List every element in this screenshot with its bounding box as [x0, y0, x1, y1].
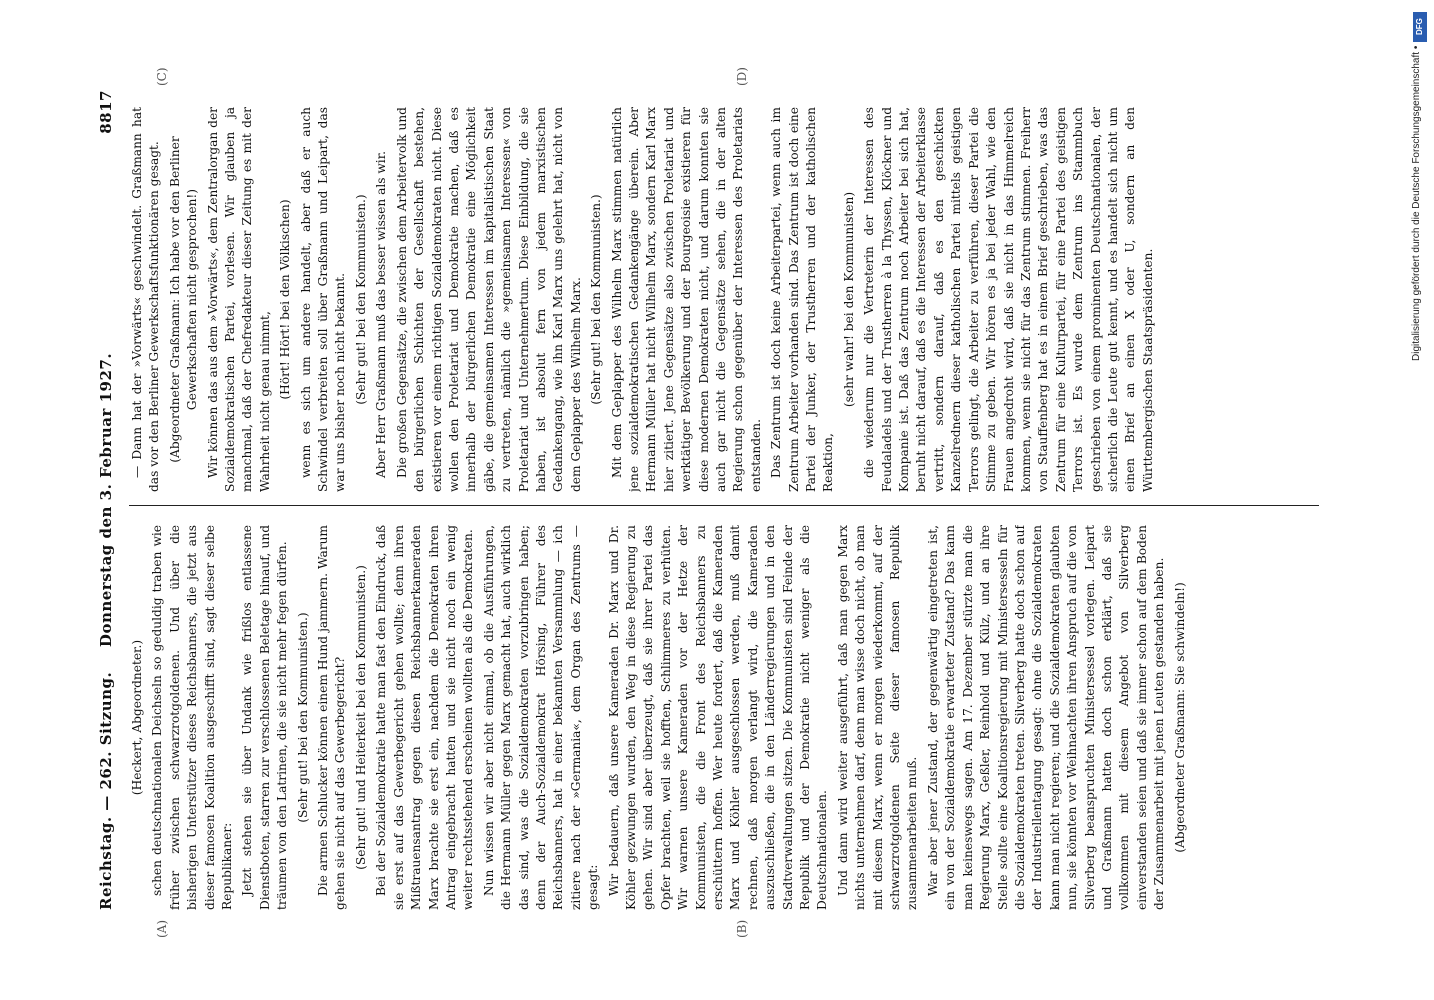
digitization-credit: Digitalisierung gefördert durch die Deutsche Forschungsgemeinschaft •	[1411, 46, 1422, 362]
paragraph: (Sehr gut! und Heiterkeit bei den Kommunisten.)	[353, 565, 368, 870]
rotated-page-content	[95, 67, 1335, 938]
paragraph: Nun wissen wir aber nicht einmal, ob die Ausführungen, die Hermann Müller gegen Marx gemacht hat, auch wirklich das sind, was die Sozialdemokraten vorzubringen haben; denn der Auch-Sozialdemokrat Hörsing, Führer des Reichsbanners, hat in einer bekannten Versammlung — ich zitiere nach der »Germania«, dem Organ des Zentrums — gesagt:	[481, 525, 601, 910]
column-divider	[129, 505, 1319, 506]
paragraph: Jetzt stehen sie über Undank wie frißlos entlassene Dienstboten, starren zur verschlossenen Beletage hinauf, und träumen von den Latrinen, die sie nicht mehr fegen dürfen.	[240, 525, 290, 910]
paragraph: Das Zentrum ist doch keine Arbeiterpartei, wenn auch im Zentrum Arbeiter vorhanden sind. Das Zentrum ist doch eine Partei der Junker, der Trustherren und der katholischen Reaktion,	[769, 107, 836, 492]
page-header	[95, 90, 121, 910]
margin-mark-d: (D)	[735, 67, 749, 86]
page-number: 8817	[97, 90, 115, 134]
paragraph: War aber jener Zustand, der gegenwärtig eingetreten ist, ein von der Sozialdemokratie erwarteter Zustand? Das kann man keineswegs sagen. Am 17. Dezember stürzte man die Regierung Marx, Geßler, Reinhold und Külz, und an ihre Stelle sollte eine Koalitionsregierung mit Ministersesseln für die Sozialdemokraten treten. Silverberg hatte doch schon auf der Industriellentagung gesagt: ohne die Sozialdemokraten kann man nicht regieren; und die Sozialdemokraten glaubten nun, sie könnten vor Weihnachten ihren Anspruch auf die von Silverberg beanspruchten Ministersessel vorlegen. Leipart und Graßmann hatten doch schon erklärt, daß sie vollkommen mit diesem Angebot von Silverberg einverstanden seien und daß sie immer schon auf dem Boden der Zusammenarbeit mit jenen Leuten gestanden haben.	[925, 525, 1167, 910]
paragraph: Und dann wird weiter ausgeführt, daß man gegen Marx nichts unternehmen darf, denn man wisse doch nicht, ob man mit diesem Marx, wenn er morgen wiederkommt, auf der schwarzrotgoldenen Seite dieser famosen Republik zusammenarbeiten muß.	[835, 525, 920, 910]
digitization-sidebar	[1406, 8, 1432, 998]
paragraph: (Heckert, Abgeordneter.)	[130, 639, 144, 796]
paragraph: (Abgeordneter Graßmann: Sie schwindeln!)	[1172, 582, 1187, 853]
paragraph: schen deutschnationalen Deichseln so geduldig traben wie früher zwischen schwarzrotgoldenen. Und über die bisherigen Unterstützer dieses Reichsbanners, die jetzt aus dieser famosen Koalition ausgeschifft sind, sagt dieser selbe Republikaner:	[150, 525, 235, 910]
right-column	[129, 107, 1329, 492]
left-column	[129, 525, 1329, 910]
paragraph: (Hört! Hört! bei den Völkischen)	[278, 199, 293, 400]
margin-mark-c: (C)	[155, 67, 169, 86]
paragraph: (Sehr gut! bei den Kommunisten.)	[295, 612, 310, 823]
header-left: Reichstag. — 262. Sitzung.	[97, 671, 115, 910]
paragraph: Die großen Gegensätze, die zwischen dem Arbeitervolk und den bürgerlichen Schichten der Gesellschaft bestehen, existieren vor einem richtigen Sozialdemokraten nicht. Diese wollen den Proletariat und Demokratie machen, daß es innerhalb der bürgerlichen Demokratie eine Möglichkeit gäbe, die gemeinsamen Interessen im kapitalistischen Staat zu vertreten, nämlich die »gemeinsamen Interessen« von Proletariat und Unternehmertum. Diese Einbildung, die sie haben, ist absolut fern von jedem marxistischen Gedankengang, wie ihn Karl Marx uns gelehrt hat, nicht von dem Geplapper des Wilhelm Marx.	[394, 107, 583, 492]
paragraph: Aber Herr Graßmann muß das besser wissen als wir.	[374, 150, 389, 478]
paragraph: die wiederum nur die Vertreterin der Interessen des Feudaladels und der Trustherren à la Thyssen, Klöckner und Kompanie ist. Daß das Zentrum noch Arbeiter bei sich hat, beruht nicht darauf, daß es die Interessen der Arbeiterklasse vertritt, sondern darauf, daß es den geschickten Kanzelrednern dieser katholischen Partei mittels geistigen Terrors gelingt, die Arbeiter zu verführen, dieser Partei die Stimme zu geben. Wir hören es ja bei jeder Wahl, wie den Frauen angedroht wird, daß sie nicht in das Himmelreich kommen, wenn sie nicht für das Zentrum stimmen. Freiherr von Stauffenberg hat es in einem Brief geschrieben, was das Zentrum für eine Kulturpartei, für eine Partei des geistigen Terrors ist. Es wurde dem Zentrum ins Stammbuch geschrieben von einem prominenten Deutschnationalen, der sicherlich die Leute gut kennt, und es handelt sich nicht um einen Brief an einen X oder U, sondern an den Württembergischen Staatspräsidenten.	[862, 107, 1155, 492]
paragraph: wenn es sich um andere handelt, aber daß er auch Schwindel verbreiten soll über Graßmann und Leipart, das war uns bisher noch nicht bekannt.	[298, 107, 348, 492]
paragraph: (Sehr gut! bei den Kommunisten.)	[353, 194, 368, 405]
header-center: Donnerstag den 3. Februar 1927.	[97, 352, 115, 648]
paragraph: Mit dem Geplapper des Wilhelm Marx stimmen natürlich jene sozialdemokratischen Gedankengänge überein. Aber Hermann Müller hat nicht Wilhelm Marx, sondern Karl Marx hier zitiert. Jene Gegensätze also zwischen Proletariat und werktätiger Bevölkerung und der Bourgeoisie existieren für diese modernen Demokraten nicht, und darum konnten sie auch gar nicht die Gegensätze sehen, die in der alten Regierung schon gegenüber der Interessen des Proletariats entstanden.	[609, 107, 763, 492]
dfg-logo: DFG	[1413, 12, 1427, 42]
margin-mark-a: (A)	[155, 919, 169, 938]
paragraph: Die armen Schlucker können einem Hund jammern. Warum gehen sie nicht auf das Gewerbegericht?	[316, 525, 348, 910]
paragraph: Bei der Sozialdemokratie hatte man fast den Eindruck, daß sie erst auf das Gewerbegericht gehen wollte; denn ihren Mißtrauensantrag gegen diesen Reichsbannerkameraden Marx brachte sie erst ein, nachdem die Demokraten ihren Antrag eingebracht hatten und sie nicht noch ein wenig weiter rechtsstehend erscheinen wollten als die Demokraten.	[374, 525, 476, 910]
paragraph: Wir bedauern, daß unsere Kameraden Dr. Marx und Dr. Köhler gezwungen wurden, den Weg in diese Regierung zu gehen. Wir sind aber überzeugt, daß sie ihrer Partei das Opfer brachten, weil sie hofften, Schlimmeres zu verhüten. Wir warnen unsere Kameraden vor der Hetze der Kommunisten, die die Front des Reichsbanners zu erschüttern hoffen. Wer heute fordert, daß die Kameraden Marx und Köhler ausgeschlossen werden, muß damit rechnen, daß morgen verlangt wird, die Kameraden auszuschließen, die in den Länderregierungen und in den Stadtverwaltungen sitzen. Die Kommunisten sind Feinde der Republik und der Demokratie nicht weniger als die Deutschnationalen.	[606, 525, 830, 910]
margin-mark-b: (B)	[735, 919, 749, 938]
paragraph: Wir können das aus dem »Vorwärts«, dem Zentralorgan der Sozialdemokratischen Partei, vorlesen. Wir glauben ja manchmal, daß der Chefredakteur dieser Zeitung es mit der Wahrheit nicht genau nimmt,	[205, 107, 272, 492]
paragraph: (sehr wahr! bei den Kommunisten)	[841, 191, 856, 408]
paragraph: (Abgeordneter Graßmann: Ich habe vor den Berliner Gewerkschaften nicht gesprochen!)	[167, 136, 200, 463]
paragraph: (Sehr gut! bei den Kommunisten.)	[589, 194, 604, 405]
paragraph: — Dann hat der »Vorwärts« geschwindelt. Graßmann hat das vor den Berliner Gewerkschaftsfunktionären gesagt.	[130, 107, 162, 492]
